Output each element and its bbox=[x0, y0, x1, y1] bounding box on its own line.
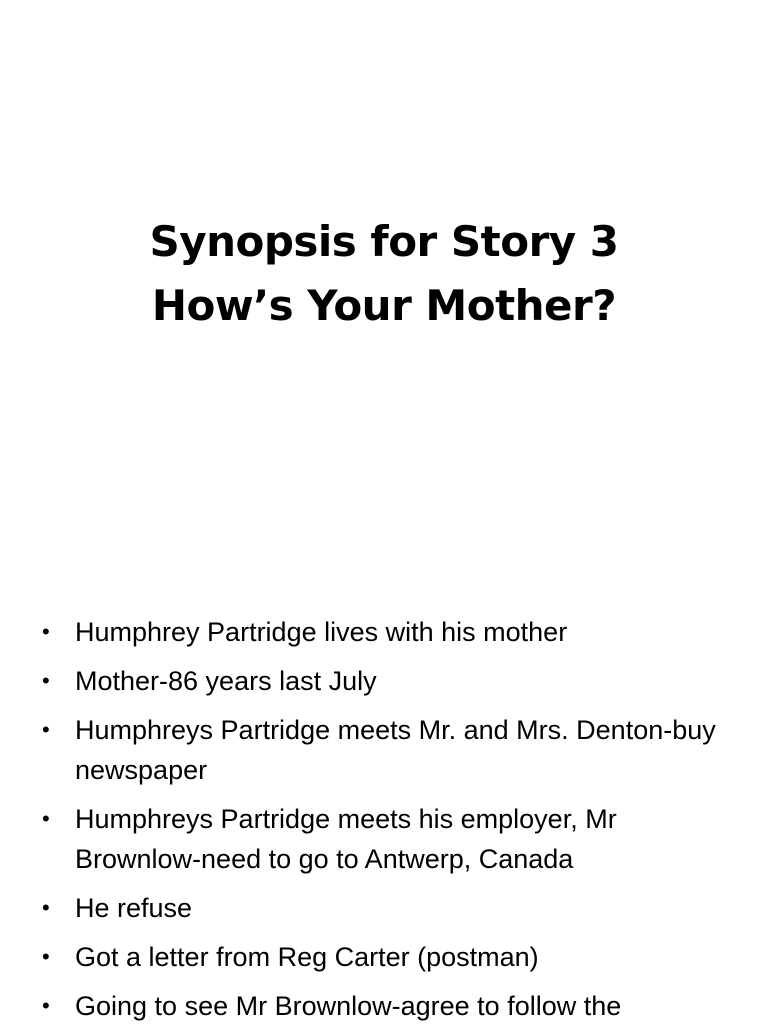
bullet-text: Humphreys Partridge meets Mr. and Mrs. Denton-buy newspaper bbox=[75, 715, 716, 785]
bullet-icon: • bbox=[42, 895, 50, 920]
title-line-2: How’s Your Mother? bbox=[151, 281, 617, 330]
bullet-icon: • bbox=[42, 806, 50, 831]
bullet-text: Got a letter from Reg Carter (postman) bbox=[75, 942, 539, 972]
bullet-icon: • bbox=[42, 717, 50, 742]
bullet-icon: • bbox=[42, 944, 50, 969]
bullet-icon: • bbox=[42, 619, 50, 644]
bullet-text: Humphrey Partridge lives with his mother bbox=[75, 617, 568, 647]
bullet-item bbox=[42, 888, 742, 928]
bullet-item bbox=[42, 612, 742, 652]
bullet-text: He refuse bbox=[75, 893, 193, 923]
bullet-item bbox=[42, 710, 742, 790]
bullet-item bbox=[42, 661, 742, 701]
title-line-1: Synopsis for Story 3 bbox=[149, 217, 619, 266]
bullet-item bbox=[42, 986, 742, 1026]
bullet-icon: • bbox=[42, 993, 50, 1018]
bullet-text: Humphreys Partridge meets his employer, Mr Brownlow-need to go to Antwerp, Canada bbox=[75, 804, 617, 874]
bullet-text: Mother-86 years last July bbox=[75, 666, 377, 696]
bullet-text: Going to see Mr Brownlow-agree to follow the bbox=[75, 991, 622, 1021]
bullet-list bbox=[42, 612, 742, 1035]
slide-title bbox=[0, 210, 768, 338]
bullet-item bbox=[42, 799, 742, 879]
bullet-item bbox=[42, 937, 742, 977]
bullet-icon: • bbox=[42, 668, 50, 693]
